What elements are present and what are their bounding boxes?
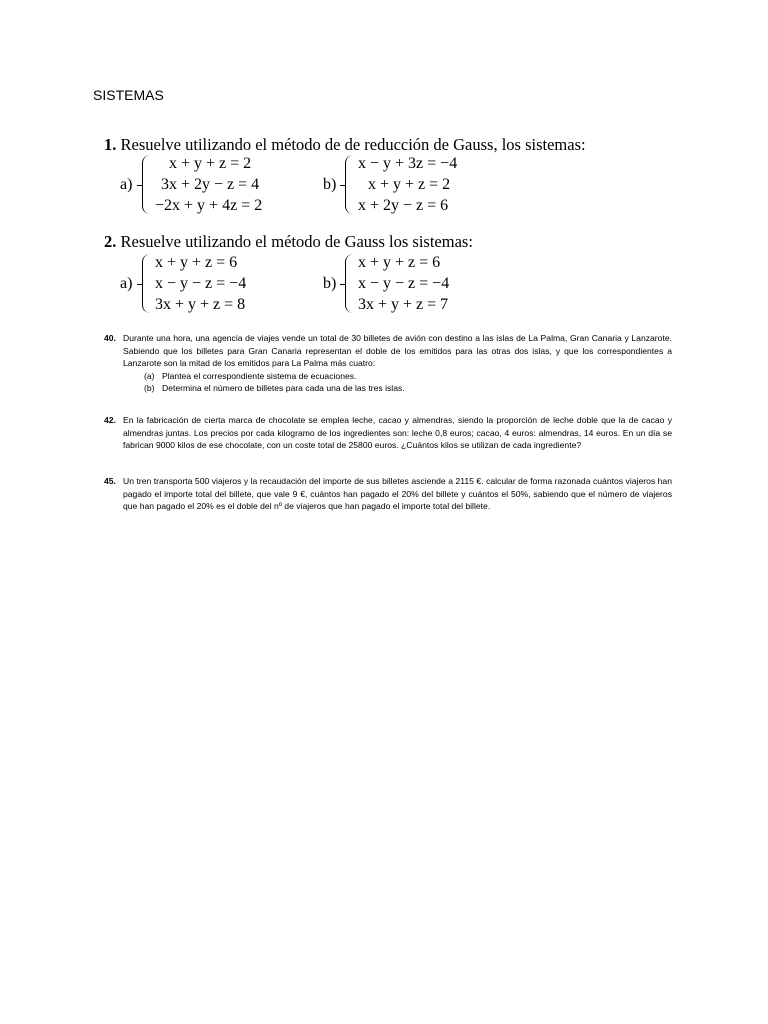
exercise-text: Resuelve utilizando el método de Gauss los sistemas: [120,232,473,251]
list-item [144,370,672,383]
equation: x − y − z = −4 [155,275,247,292]
equation-list [155,252,246,315]
problem-text: En la fabricación de cierta marca de chocolate se emplea leche, cacao y almendras, siendo la proporción de leche doble que la de cacao y almendras juntas. Los precios por cada kilogramo de los ingredientes son: leche 0,8 euros; cacao, 4 euros: almendras, 14 euros. En un día se fabrican 9000 kilos de ese chocolate, con un coste total de 25800 euros. ¿Cuántos kilos se utilizan de cada ingrediente? [123,415,672,451]
equation: x − y − z = −4 [358,275,450,292]
system-label: b) [323,175,337,193]
equation: 3x + y + z = 8 [155,296,246,313]
problem-number: 42. [104,415,116,425]
system-label: b) [323,274,337,292]
exercise-text: Resuelve utilizando el método de de reducción de Gauss, los sistemas: [120,135,586,154]
problem-text: Durante una hora, una agencia de viajes vende un total de 30 billetes de avión con destino a las islas de La Palma, Gran Canaria y Lanzarote. Sabiendo que los billetes para Gran Canaria representan el doble de los emitidos para las otras dos islas, y que los correspondientes a Lanzarote son la mitad de los emitidos para La Palma más cuatro: [123,333,672,369]
page-title: SISTEMAS [93,87,164,103]
problem-42 [104,414,672,452]
subitem-text: Determina el número de billetes para cada una de las tres islas. [162,383,405,394]
system-label: a) [120,175,133,193]
exercise-number: 2. [104,232,117,251]
equation: 3x + y + z = 7 [358,296,449,313]
equation: x + y + z = 2 [169,155,252,172]
exercise-2-title [104,232,473,252]
equation: x + 2y − z = 6 [358,197,449,214]
brace [142,254,152,313]
equation: −2x + y + 4z = 2 [155,197,263,214]
problem-40 [104,332,672,395]
subitem-label: (a) [144,370,155,381]
system-1b [323,153,457,216]
list-item [144,382,672,395]
problem-number: 40. [104,333,116,343]
problem-subitems [123,370,672,395]
equation: x + y + z = 6 [155,254,238,271]
brace [142,155,152,214]
problem-45 [104,475,672,513]
system-1a [120,153,262,216]
system-2b [323,252,449,315]
equation: x + y + z = 6 [358,254,441,271]
exercise-number: 1. [104,135,117,154]
equation: 3x + 2y − z = 4 [161,176,260,193]
problem-text: Un tren transporta 500 viajeros y la recaudación del importe de sus billetes asciende a 2115 €. calcular de forma razonada cuántos viajeros han pagado el importe total del billete, que vale 9 €, cuántos han pagado el 20% del billete y cuántos el 50%, sabiendo que el número de viajeros que han pagado el 20% es el doble del nº de viajeros que han pagado el importe total del billete. [123,476,672,512]
brace [345,254,355,313]
subitem-text: Plantea el correspondiente sistema de ecuaciones. [162,370,357,381]
problem-number: 45. [104,476,116,486]
subitem-label: (b) [144,383,155,394]
system-2a [120,252,246,315]
equation-list [358,252,449,315]
equation: x − y + 3z = −4 [358,155,458,172]
exercise-1-title [104,135,586,155]
equation-list [358,153,457,216]
equation-list [155,153,262,216]
equation: x + y + z = 2 [368,176,451,193]
brace [345,155,355,214]
system-label: a) [120,274,133,292]
